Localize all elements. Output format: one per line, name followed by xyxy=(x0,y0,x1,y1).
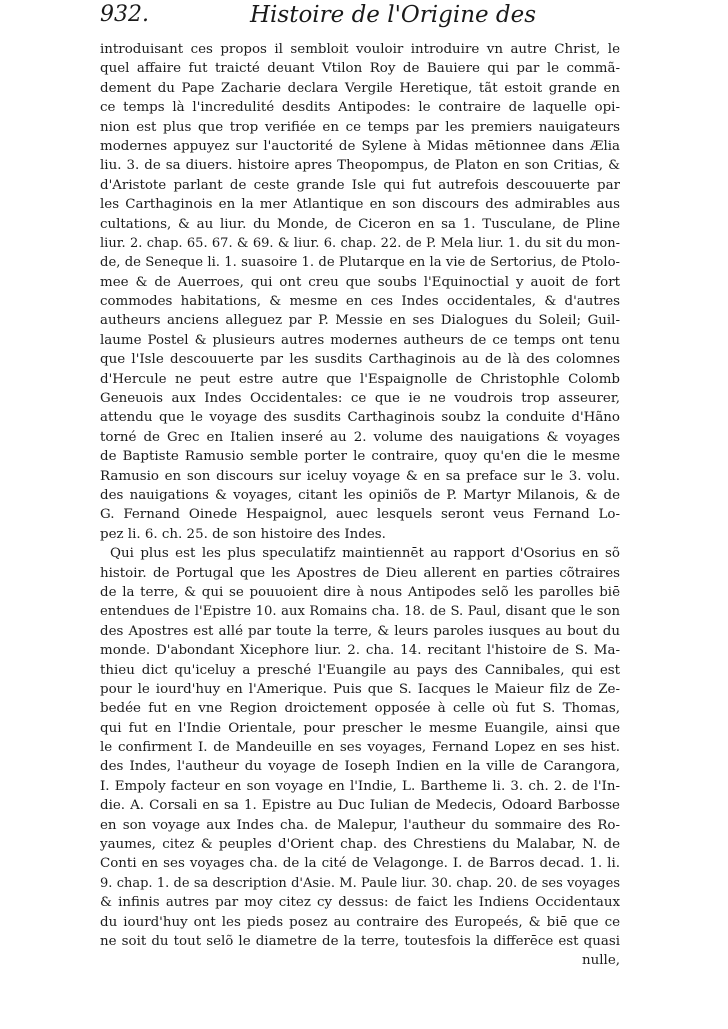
text-line: 9. chap. 1. de sa description d'Asie. M. Paule liur. 30. chap. 20. de ses voyages xyxy=(100,875,620,891)
text-line: mee & de Auerroes, qui ont creu que soubs l'Equinoctial y auoit de fort xyxy=(100,274,620,290)
text-line: die. A. Corsali en sa 1. Epistre au Duc Iulian de Medecis, Odoard Barbosse xyxy=(100,798,620,814)
text-line: des nauigations & voyages, citant les opiniõs de P. Martyr Milanois, & de xyxy=(100,487,620,503)
text-line: bedée fut en vne Region droictement opposée à celle où fut S. Thomas, xyxy=(100,701,620,717)
text-line: en son voyage aux Indes cha. de Malepur, l'autheur du sommaire des Ro- xyxy=(100,817,620,833)
text-line: de, de Seneque li. 1. suasoire 1. de Plutarque en la vie de Sertorius, de Ptolo- xyxy=(100,255,620,271)
text-line: histoir. de Portugal que les Apostres de Dieu allerent en parties cõtraires xyxy=(100,565,620,581)
text-line: & infinis autres par moy citez cy dessus: de faict les Indiens Occidentaux xyxy=(100,895,620,911)
text-line: commodes habitations, & mesme en ces Indes occidentales, & d'autres xyxy=(100,294,620,310)
text-line: G. Fernand Oinede Hespaignol, auec lesquels seront veus Fernand Lo- xyxy=(100,507,620,523)
text-line: laume Postel & plusieurs autres modernes autheurs de ce temps ont tenu xyxy=(100,332,620,348)
text-line: des Indes, l'autheur du voyage de Ioseph Indien en la ville de Carangorа, xyxy=(100,759,620,775)
text-line: cultations, & au liur. du Monde, de Ciceron en sa 1. Tusculane, de Pline xyxy=(100,216,620,232)
text-line: Ramusio en son discours sur iceluy voyage & en sa preface sur le 3. volu. xyxy=(100,468,620,484)
text-line: nion est plus que trop verifiée en ce temps par les premiers nauigateurs xyxy=(100,119,620,135)
text-line: de Baptiste Ramusio semble porter le contraire, quoy qu'en die le mesme xyxy=(100,449,620,465)
paragraph-end-line: pez li. 6. ch. 25. de son histoire des Indes. xyxy=(100,526,386,542)
text-line: du iourd'huy ont les pieds posez au contraire des Europeés, & biē que ce xyxy=(100,914,620,930)
text-line: Conti en ses voyages cha. de la cité de Velagonge. I. de Barros decad. 1. li. xyxy=(100,856,620,872)
text-line: liu. 3. de sa diuers. histoire apres Theopompus, de Platon en son Critias, & xyxy=(100,158,620,174)
text-line: modernes appuyez sur l'auctorité de Sylene à Midas mētionnee dans Ælia xyxy=(100,138,620,154)
text-line: d'Aristote parlant de ceste grande Isle qui fut autrefois descouuerte par xyxy=(100,177,620,193)
text-line: Geneuois aux Indes Occidentales: ce que ie ne voudrois trop asseurer, xyxy=(100,391,620,407)
text-line: monde. D'abondant Xicephore liur. 2. cha. 14. recitant l'histoire de S. Ma- xyxy=(100,643,620,659)
running-title: Histoire de l'Origine des xyxy=(250,2,537,28)
text-line: des Apostres est allé par toute la terre, & leurs paroles iusques au bout du xyxy=(100,623,620,639)
text-line: de la terre, & qui se pouuoient dire à nous Antipodes selõ les parolles biē xyxy=(100,584,620,600)
text-line: I. Empoly facteur en son voyage en l'Indie, L. Bartheme li. 3. ch. 2. de l'In- xyxy=(100,778,620,794)
text-line: d'Hercule ne peut estre autre que l'Espaignolle de Christophle Colomb xyxy=(100,371,620,387)
text-line: autheurs anciens alleguez par P. Messie en ses Dialogues du Soleil; Guil- xyxy=(100,313,620,329)
text-line: ce temps là l'incredulité desdits Antipodes: le contraire de laquelle opi- xyxy=(100,100,620,116)
text-line: quel affaire fut traicté deuant Vtilon Roy de Bauiere qui par le commã- xyxy=(100,61,620,77)
text-line: introduisant ces propos il sembloit vouloir introduire vn autre Christ, le xyxy=(100,42,620,57)
text-line: thieu dict qu'iceluy a presché l'Euangile au pays des Cannibales, qui est xyxy=(100,662,620,678)
text-line: les Carthaginois en la mer Atlantique en son discours des admirables aus xyxy=(100,197,620,213)
catchword: nulle, xyxy=(582,953,620,969)
text-line: que l'Isle descouuerte par les susdits Carthaginois au de là des colomnes xyxy=(100,352,620,368)
page-header xyxy=(100,2,640,36)
text-line: yaumes, citez & peuples d'Orient chap. des Chrestiens du Malabar, N. de xyxy=(100,837,620,853)
text-line: le confirment I. de Mandeuille en ses voyages, Fernand Lopez en ses hist. xyxy=(100,740,620,756)
text-line: attendu que le voyage des susdits Carthaginois soubz la conduite d'Hãno xyxy=(100,410,620,426)
paragraph-start-line: Qui plus est les plus speculatifz maintiennēt au rapport d'Osorius en sõ xyxy=(110,546,620,562)
text-line: torné de Grec en Italien inseré au 2. volume des nauigations & voyages xyxy=(100,429,620,445)
text-line: ne soit du tout selõ le diametre de la terre, toutesfois la differēce est quasi xyxy=(100,933,620,949)
text-line: liur. 2. chap. 65. 67. & 69. & liur. 6. chap. 22. de P. Mela liur. 1. du sit du mon- xyxy=(100,235,620,251)
text-line: entendues de l'Epistre 10. aux Romains cha. 18. de S. Paul, disant que le son xyxy=(100,604,620,620)
text-line: qui fut en l'Indie Orientale, pour prescher le mesme Euangile, ainsi que xyxy=(100,720,620,736)
body-text xyxy=(100,40,620,971)
text-line: pour le iourd'huy en l'Amerique. Puis que S. Iacques le Maieur filz de Ze- xyxy=(100,681,620,697)
text-line: dement du Pape Zacharie declara Vergile Heretique, tãt estoit grande en xyxy=(100,80,620,96)
page-number: 932. xyxy=(100,2,149,27)
